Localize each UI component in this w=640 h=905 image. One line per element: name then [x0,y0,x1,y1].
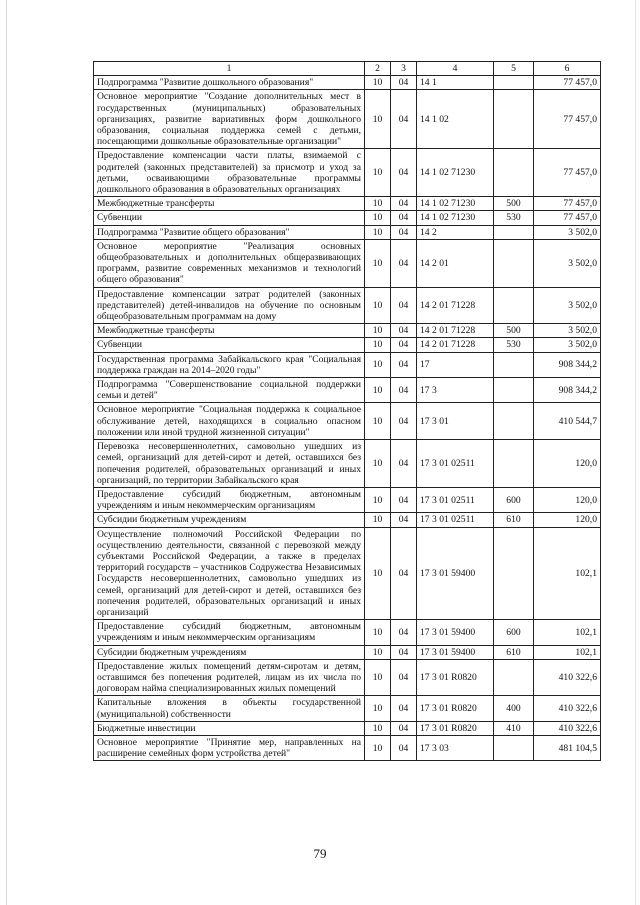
row-section: 10 [365,239,391,287]
table-row [94,620,601,645]
row-amount: 3 502,0 [534,287,601,324]
row-amount: 410 544,7 [534,403,601,440]
row-amount: 481 104,5 [534,735,601,760]
row-section: 10 [365,225,391,239]
row-amount: 120,0 [534,487,601,512]
row-target-article: 17 3 03 [417,735,494,760]
row-subsection: 04 [391,239,417,287]
row-amount: 102,1 [534,527,601,620]
row-subsection: 04 [391,659,417,696]
row-section: 10 [365,403,391,440]
row-target-article: 17 3 01 R0820 [417,721,494,735]
row-expense-type [494,403,534,440]
table-row [94,149,601,197]
row-subsection: 04 [391,696,417,721]
row-name: Основное мероприятие "Принятие мер, направленных на расширение семейных форм устройства детей" [94,735,365,760]
row-section: 10 [365,197,391,211]
row-expense-type [494,287,534,324]
row-target-article: 14 2 01 71228 [417,338,494,352]
row-expense-type: 530 [494,338,534,352]
row-subsection: 04 [391,721,417,735]
row-expense-type: 600 [494,487,534,512]
row-amount: 120,0 [534,440,601,488]
header-col-5: 5 [494,62,534,76]
row-name: Предоставление субсидий бюджетным, автономным учреждениям и иным некоммерческим организациям [94,620,365,645]
row-expense-type [494,90,534,149]
row-subsection: 04 [391,513,417,527]
row-section: 10 [365,90,391,149]
row-name: Субвенции [94,338,365,352]
table-row [94,527,601,620]
row-target-article: 14 1 02 [417,90,494,149]
row-expense-type: 500 [494,197,534,211]
row-expense-type [494,440,534,488]
row-expense-type [494,76,534,90]
row-target-article: 14 2 01 71228 [417,324,494,338]
table-row [94,197,601,211]
row-amount: 77 457,0 [534,211,601,225]
row-section: 10 [365,440,391,488]
row-subsection: 04 [391,735,417,760]
row-name: Подпрограмма "Совершенствование социальной поддержки семьи и детей" [94,378,365,403]
row-name: Основное мероприятие "Реализация основных общеобразовательных и дополнительных общеразвивающих программ, развитие современных механизмов и технологий общего образования" [94,239,365,287]
row-expense-type: 610 [494,645,534,659]
row-target-article: 17 3 01 59400 [417,527,494,620]
row-target-article: 17 3 01 02511 [417,487,494,512]
row-target-article: 17 3 01 02511 [417,440,494,488]
row-target-article: 17 3 01 59400 [417,645,494,659]
row-name: Подпрограмма "Развитие общего образования" [94,225,365,239]
row-section: 10 [365,338,391,352]
table-row [94,440,601,488]
row-target-article: 17 3 01 R0820 [417,696,494,721]
row-subsection: 04 [391,378,417,403]
row-target-article: 14 1 02 71230 [417,149,494,197]
row-subsection: 04 [391,211,417,225]
row-section: 10 [365,324,391,338]
row-section: 10 [365,721,391,735]
row-target-article: 17 3 01 [417,403,494,440]
row-expense-type: 410 [494,721,534,735]
row-section: 10 [365,378,391,403]
table-row [94,659,601,696]
row-subsection: 04 [391,287,417,324]
row-section: 10 [365,735,391,760]
table-row [94,225,601,239]
row-section: 10 [365,513,391,527]
row-name: Капитальные вложения в объекты государственной (муниципальной) собственности [94,696,365,721]
row-target-article: 17 3 01 02511 [417,513,494,527]
table-row [94,239,601,287]
row-section: 10 [365,76,391,90]
row-target-article: 14 1 02 71230 [417,211,494,225]
row-amount: 410 322,6 [534,659,601,696]
row-subsection: 04 [391,197,417,211]
row-section: 10 [365,696,391,721]
header-col-6: 6 [534,62,601,76]
table-header-row [94,62,601,76]
table-row [94,378,601,403]
table-row [94,287,601,324]
row-amount: 102,1 [534,645,601,659]
table-row [94,696,601,721]
row-amount: 77 457,0 [534,90,601,149]
header-col-4: 4 [417,62,494,76]
row-section: 10 [365,211,391,225]
row-section: 10 [365,645,391,659]
row-section: 10 [365,620,391,645]
row-target-article: 14 1 [417,76,494,90]
row-target-article: 14 2 01 [417,239,494,287]
table-row [94,487,601,512]
row-amount: 3 502,0 [534,324,601,338]
row-name: Межбюджетные трансферты [94,197,365,211]
row-subsection: 04 [391,440,417,488]
row-subsection: 04 [391,620,417,645]
table-row [94,211,601,225]
row-name: Субсидии бюджетным учреждениям [94,513,365,527]
row-amount: 3 502,0 [534,239,601,287]
row-name: Основное мероприятие "Создание дополнительных мест в государственных (муниципальных) образовательных организациях, развитие вариативных форм дошкольного образования, социальная поддержка семей с детьми, посещающими дошкольные образовательные организации" [94,90,365,149]
row-target-article: 14 2 [417,225,494,239]
row-subsection: 04 [391,487,417,512]
row-expense-type: 530 [494,211,534,225]
row-name: Основное мероприятие "Социальная поддержка к социальное обслуживание детей, находящихся в социально опасном положении или иной трудной жизненной ситуации" [94,403,365,440]
table-row [94,90,601,149]
row-subsection: 04 [391,90,417,149]
row-section: 10 [365,149,391,197]
row-amount: 102,1 [534,620,601,645]
row-expense-type [494,352,534,377]
row-target-article: 17 3 01 59400 [417,620,494,645]
header-col-1: 1 [94,62,365,76]
row-section: 10 [365,487,391,512]
table-row [94,352,601,377]
row-expense-type [494,527,534,620]
row-section: 10 [365,659,391,696]
header-col-3: 3 [391,62,417,76]
row-amount: 120,0 [534,513,601,527]
budget-table [93,61,601,761]
row-subsection: 04 [391,403,417,440]
row-name: Осуществление полномочий Российской Федерации по осуществлению деятельности, связанной с перевозкой между субъектами Российской Федерации, а также в пределах территорий государств – участников Содружества Независимых Государств несовершеннолетних, самовольно ушедших из семей, организаций для детей-сирот и детей, оставшихся без попечения родителей, образовательных организаций и иных организаций [94,527,365,620]
table-row [94,735,601,760]
table-row [94,338,601,352]
row-target-article: 17 3 [417,378,494,403]
row-expense-type [494,149,534,197]
row-target-article: 17 [417,352,494,377]
page-number: 79 [313,846,327,861]
row-amount: 3 502,0 [534,338,601,352]
table-row [94,645,601,659]
row-subsection: 04 [391,76,417,90]
row-expense-type [494,378,534,403]
row-subsection: 04 [391,338,417,352]
row-amount: 3 502,0 [534,225,601,239]
row-amount: 77 457,0 [534,197,601,211]
row-name: Перевозка несовершеннолетних, самовольно ушедших из семей, организаций для детей-сирот и детей, оставшихся без попечения родителей, образовательных организаций и иных организаций, по территории Забайкальского края [94,440,365,488]
row-name: Предоставление компенсации затрат родителей (законных представителей) детей-инвалидов на обучение по основным общеобразовательным программам на дому [94,287,365,324]
row-name: Подпрограмма "Развитие дошкольного образования" [94,76,365,90]
row-target-article: 17 3 01 R0820 [417,659,494,696]
row-target-article: 14 2 01 71228 [417,287,494,324]
table-row [94,513,601,527]
row-target-article: 14 1 02 71230 [417,197,494,211]
header-col-2: 2 [365,62,391,76]
table-row [94,76,601,90]
row-expense-type [494,735,534,760]
row-amount: 77 457,0 [534,149,601,197]
row-subsection: 04 [391,352,417,377]
row-expense-type: 500 [494,324,534,338]
row-section: 10 [365,287,391,324]
row-amount: 908 344,2 [534,378,601,403]
row-section: 10 [365,527,391,620]
row-name: Предоставление компенсации части платы, взимаемой с родителей (законных представителей) за присмотр и уход за детьми, осваивающими образовательные программы дошкольного образования в образовательных организациях [94,149,365,197]
row-subsection: 04 [391,225,417,239]
row-name: Бюджетные инвестиции [94,721,365,735]
row-expense-type: 400 [494,696,534,721]
row-name: Межбюджетные трансферты [94,324,365,338]
row-section: 10 [365,352,391,377]
row-name: Предоставление жилых помещений детям-сиротам и детям, оставшимся без попечения родителей, лицам из их числа по договорам найма специализированных жилых помещений [94,659,365,696]
table-row [94,324,601,338]
scan-edge-right [635,0,636,905]
row-name: Государственная программа Забайкальского края "Социальная поддержка граждан на 2014–2020 годы" [94,352,365,377]
row-subsection: 04 [391,149,417,197]
row-amount: 410 322,6 [534,696,601,721]
scan-edge-left [6,0,7,905]
row-name: Субвенции [94,211,365,225]
row-expense-type: 600 [494,620,534,645]
row-subsection: 04 [391,324,417,338]
row-expense-type [494,239,534,287]
table-row [94,721,601,735]
row-amount: 77 457,0 [534,76,601,90]
row-expense-type [494,225,534,239]
row-subsection: 04 [391,645,417,659]
row-name: Предоставление субсидий бюджетным, автономным учреждениям и иным некоммерческим организациям [94,487,365,512]
row-subsection: 04 [391,527,417,620]
row-expense-type: 610 [494,513,534,527]
row-amount: 908 344,2 [534,352,601,377]
table-row [94,403,601,440]
row-expense-type [494,659,534,696]
row-name: Субсидии бюджетным учреждениям [94,645,365,659]
row-amount: 410 322,6 [534,721,601,735]
